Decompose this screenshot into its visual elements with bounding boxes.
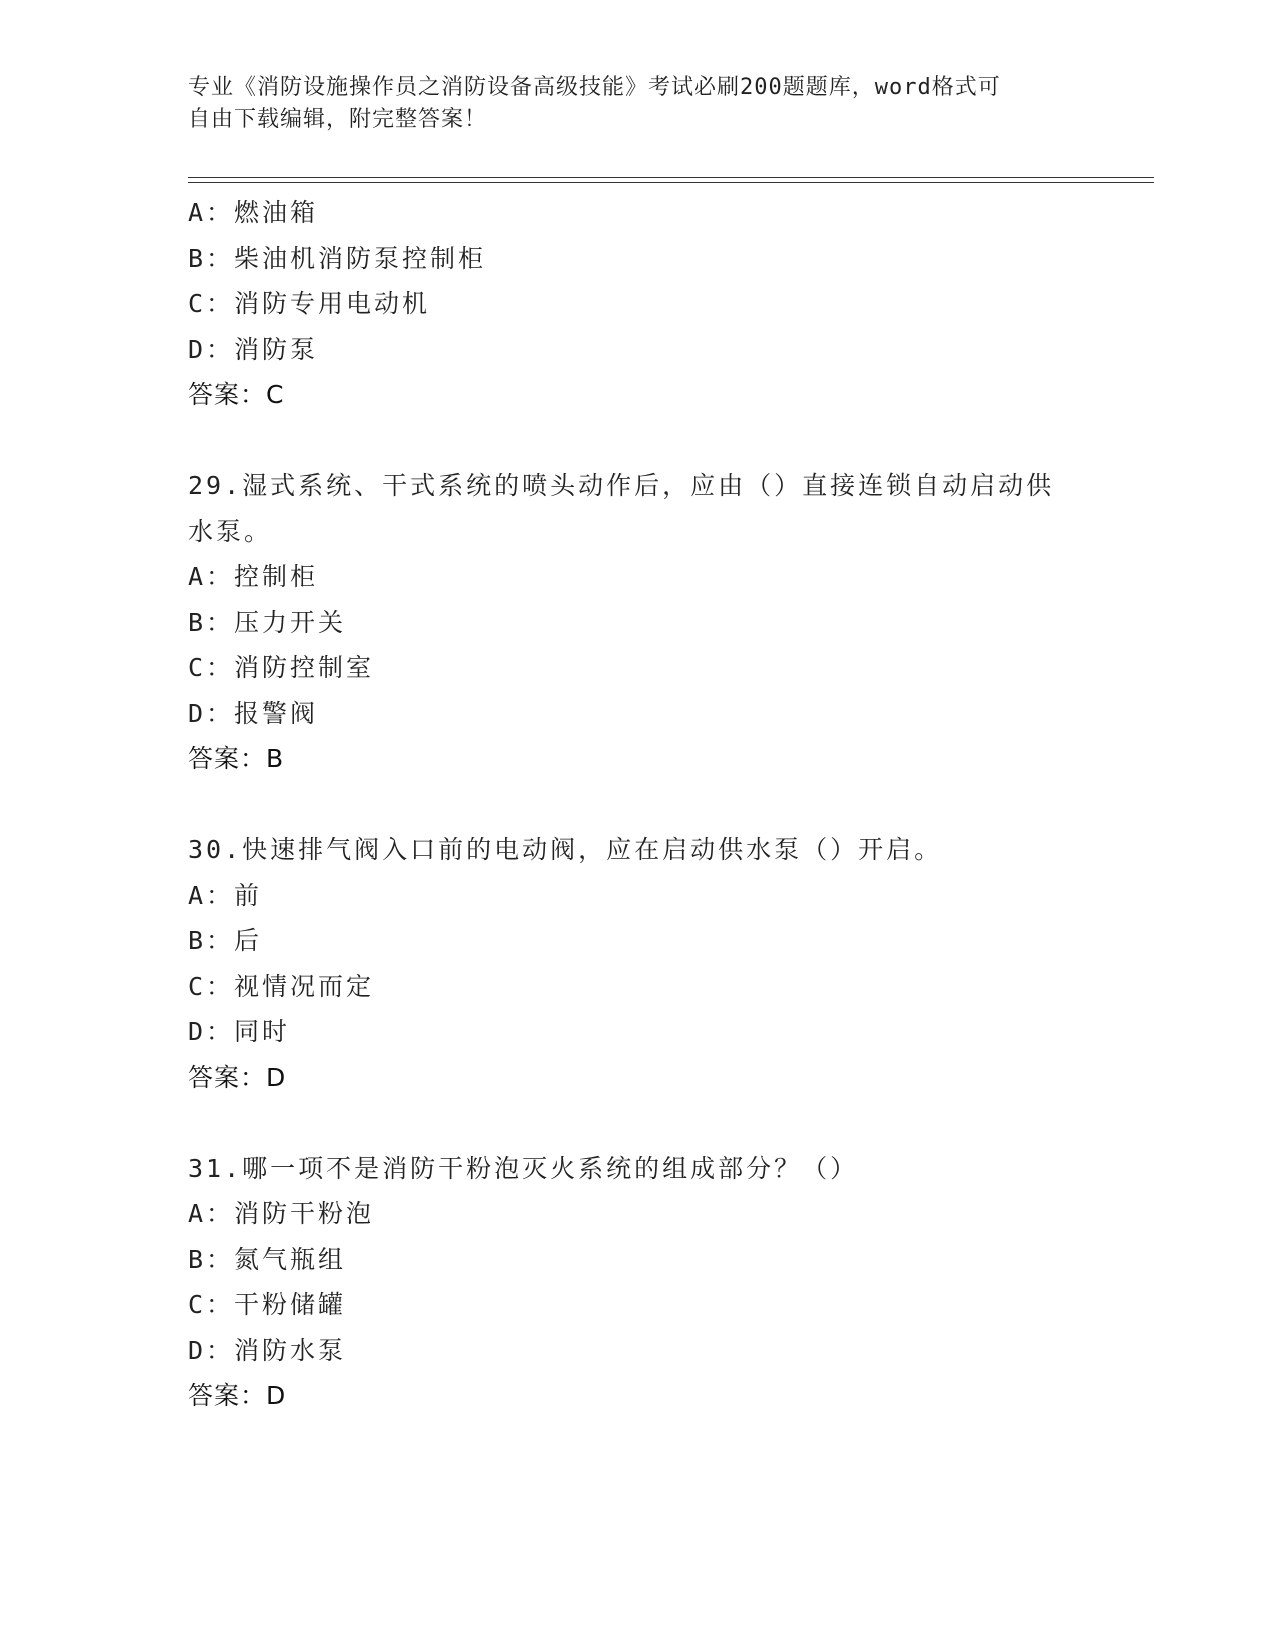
answer: 答案：D xyxy=(188,1062,287,1092)
question-list xyxy=(188,190,1088,1419)
question-30 xyxy=(188,827,1088,1100)
question-stem-line-1: 30.快速排气阀入口前的电动阀，应在启动供水泵（）开启。 xyxy=(188,835,943,864)
option-b: B：柴油机消防泵控制柜 xyxy=(188,243,487,273)
option-d: D：消防水泵 xyxy=(188,1335,347,1365)
header-divider-top xyxy=(188,177,1154,178)
question-spacer xyxy=(188,418,1088,464)
option-c: C：视情况而定 xyxy=(188,971,375,1001)
question-31 xyxy=(188,1146,1088,1419)
option-b: B：压力开关 xyxy=(188,607,347,637)
header-divider-bottom xyxy=(188,182,1154,183)
option-a: A：消防干粉泡 xyxy=(188,1199,375,1228)
question-stem-line-2: 水泵。 xyxy=(188,516,273,546)
option-c: C：消防专用电动机 xyxy=(188,289,431,318)
option-d: D：报警阀 xyxy=(188,698,319,728)
header-title-line-2: 自由下载编辑，附完整答案！ xyxy=(188,107,488,132)
question-28-continued xyxy=(188,190,1088,418)
option-a: A：前 xyxy=(188,880,263,910)
option-b: B：氮气瓶组 xyxy=(188,1244,347,1274)
option-c: C：干粉储罐 xyxy=(188,1290,347,1319)
header-title-line-1: 专业《消防设施操作员之消防设备高级技能》考试必刷200题题库，word格式可 xyxy=(188,75,1001,100)
answer: 答案：D xyxy=(188,1381,287,1410)
answer: 答案：B xyxy=(188,744,285,773)
option-d: D：消防泵 xyxy=(188,334,319,364)
option-a: A：燃油箱 xyxy=(188,198,319,227)
option-c: C：消防控制室 xyxy=(188,653,375,682)
question-stem-line-1: 29.湿式系统、干式系统的喷头动作后，应由（）直接连锁自动启动供 xyxy=(188,471,1055,500)
question-spacer xyxy=(188,782,1088,828)
option-a: A：控制柜 xyxy=(188,562,319,591)
question-stem-line-1: 31.哪一项不是消防干粉泡灭火系统的组成部分？（） xyxy=(188,1153,859,1183)
option-d: D：同时 xyxy=(188,1017,291,1046)
document-header xyxy=(188,72,1068,136)
question-29 xyxy=(188,463,1088,782)
question-spacer xyxy=(188,1100,1088,1146)
option-b: B：后 xyxy=(188,926,263,955)
answer: 答案：C xyxy=(188,380,285,409)
